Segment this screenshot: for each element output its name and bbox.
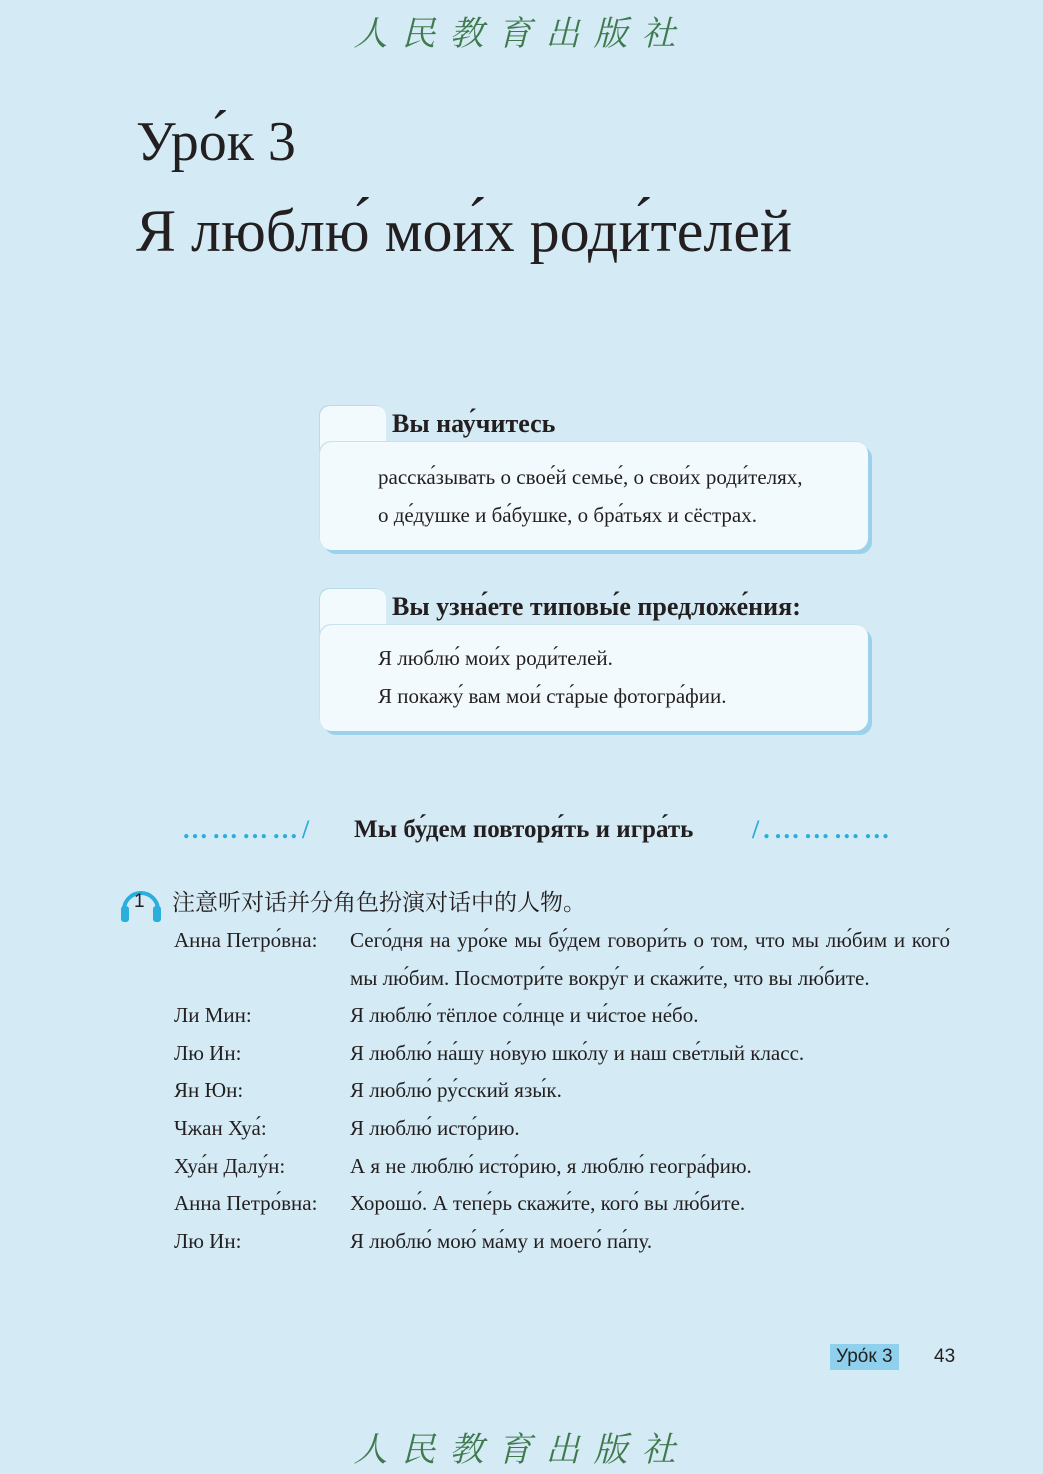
publisher-logo-bottom: 人民教育出版社	[353, 1430, 690, 1470]
speaker: Лю Ин:	[174, 1040, 242, 1065]
exercise-number: 1	[134, 891, 145, 912]
lesson-title: Я люблю́ мои́х роди́телей	[136, 198, 793, 264]
section-dots-left: …………/	[182, 815, 314, 844]
section-header	[180, 810, 910, 850]
publisher-logo-top: 人民教育出版社	[353, 14, 690, 54]
dialogue-row	[174, 1223, 950, 1261]
section-dots-right: /.…………	[752, 815, 894, 844]
speaker: Ли Мин:	[174, 1003, 252, 1028]
speaker: Ян Юн:	[174, 1078, 244, 1103]
utterance: А я не люблю́ исто́рию, я люблю́ геогра́фию.	[350, 1153, 752, 1178]
learn-line: о де́душке и ба́бушке, о бра́тьях и сёстрах.	[378, 503, 757, 527]
utterance: Я люблю́ ру́сский язы́к.	[350, 1078, 562, 1103]
page-number: 43	[934, 1346, 956, 1367]
learn-line: расска́зывать о свое́й семье́, о свои́х роди́телях,	[378, 465, 803, 489]
sentence-line: Я покажу́ вам мои́ ста́рые фотогра́фии.	[378, 684, 727, 708]
speaker: Хуа́н Далу́н:	[174, 1153, 286, 1178]
learn-goals-box	[320, 406, 870, 554]
utterance: Я люблю́ тёплое со́лнце и чи́стое не́бо.	[350, 1003, 699, 1028]
utterance: Хорошо́. А тепе́рь скажи́те, кого́ вы лю́бите.	[350, 1191, 746, 1216]
sentences-box	[320, 589, 870, 735]
utterance: Я люблю́ исто́рию.	[350, 1115, 520, 1140]
speaker: Анна Петро́вна:	[174, 928, 318, 952]
speaker: Чжан Хуа́:	[174, 1115, 267, 1140]
dialogue-row	[174, 922, 950, 997]
utterance: Сего́дня на уро́ке мы бу́дем говори́ть о том, что мы лю́бим и кого́ мы лю́бим. Посмотри́те вокру́г и скажи́те, что вы лю́бите.	[350, 928, 950, 990]
lesson-number: Уро́к 3	[136, 111, 296, 173]
dialogue	[174, 922, 950, 1260]
footer-lesson-label: Уро́к 3	[830, 1344, 899, 1370]
sentences-heading: Вы узна́ете типовы́е предложе́ния:	[392, 592, 801, 621]
speaker: Анна Петро́вна:	[174, 1191, 318, 1216]
dialogue-row	[174, 1072, 950, 1110]
exercise-instruction: 注意听对话并分角色扮演对话中的人物。	[172, 890, 586, 916]
speaker: Лю Ин:	[174, 1228, 242, 1253]
learn-text	[378, 458, 803, 534]
sentences-text	[378, 639, 727, 715]
section-title: Мы бу́дем повторя́ть и игра́ть	[354, 816, 694, 843]
utterance: Я люблю́ мою́ ма́му и моего́ па́пу.	[350, 1228, 653, 1253]
sentence-line: Я люблю́ мои́х роди́телей.	[378, 646, 613, 670]
utterance: Я люблю́ на́шу но́вую шко́лу и наш све́тлый класс.	[350, 1040, 805, 1065]
dialogue-row	[174, 1148, 950, 1186]
dialogue-row	[174, 1185, 950, 1223]
dialogue-row	[174, 1035, 950, 1073]
learn-heading: Вы нау́читесь	[392, 409, 556, 438]
dialogue-row	[174, 997, 950, 1035]
dialogue-row	[174, 1110, 950, 1148]
